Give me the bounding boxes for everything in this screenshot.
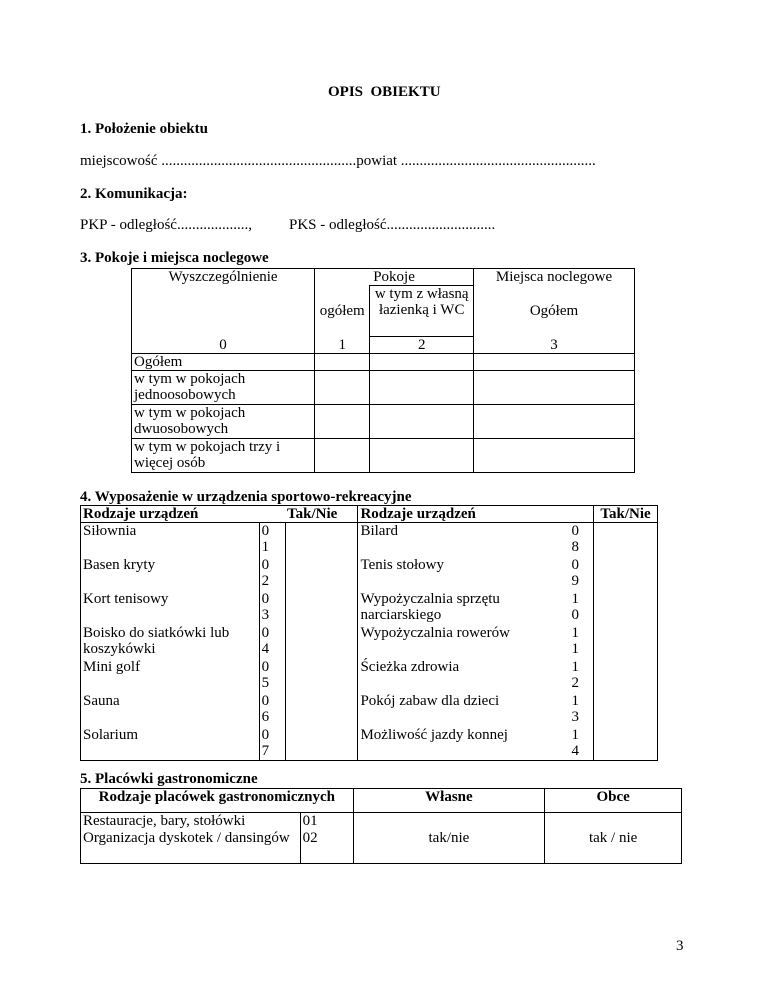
col-rodzaje-left: Rodzaje urządzeń	[81, 506, 286, 523]
equipment-name: Ścieżka zdrowia	[358, 659, 570, 693]
row-label: w tym w pokojach dwuosobowych	[132, 405, 315, 439]
section5-heading: 5. Placówki gastronomiczne	[80, 771, 258, 787]
equipment-name: Wypożyczalnia sprzętu narciarskiego	[358, 591, 570, 625]
header-ogolem2: Ogółem	[474, 286, 635, 337]
equipment-name: Bilard	[358, 523, 570, 557]
col-taknie-right: Tak/Nie	[593, 506, 657, 523]
col-rodzaje-placowek: Rodzaje placówek gastronomicznych	[81, 789, 354, 813]
taknie-cell[interactable]	[285, 523, 358, 557]
cell[interactable]	[315, 405, 370, 439]
equipment-name: Pokój zabaw dla dzieci	[358, 693, 570, 727]
taknie-cell[interactable]	[285, 591, 358, 625]
equipment-code: 0 3	[259, 591, 285, 625]
cell[interactable]	[370, 354, 474, 371]
taknie-cell[interactable]	[593, 625, 657, 659]
rooms-table	[131, 268, 635, 473]
cell-wlasne[interactable]	[353, 813, 545, 830]
header-wtym: w tym z własną łazienką i WC	[370, 286, 474, 337]
equipment-code: 1 1	[570, 625, 594, 659]
equipment-code: 1 2	[570, 659, 594, 693]
equipment-code: 0 5	[259, 659, 285, 693]
equipment-name: Basen kryty	[81, 557, 260, 591]
gastronomy-table	[80, 788, 682, 864]
equipment-table	[80, 505, 658, 761]
equipment-code: 0 9	[570, 557, 594, 591]
cell[interactable]	[474, 439, 635, 473]
equipment-name: Kort tenisowy	[81, 591, 260, 625]
taknie-cell[interactable]	[285, 693, 358, 727]
location-line: miejscowość ....................................................powiat ....................................................	[80, 153, 596, 169]
col-taknie-left: Tak/Nie	[285, 506, 358, 523]
cell[interactable]	[370, 439, 474, 473]
taknie-cell[interactable]	[593, 659, 657, 693]
taknie-cell[interactable]	[593, 693, 657, 727]
equipment-code: 0 4	[259, 625, 285, 659]
pks-distance: PKS - odległość.............................	[289, 217, 496, 233]
cell[interactable]	[474, 371, 635, 405]
equipment-name: Solarium	[81, 727, 260, 761]
row-code: 01	[300, 813, 353, 830]
equipment-name: Siłownia	[81, 523, 260, 557]
taknie-cell[interactable]	[593, 727, 657, 761]
col-rodzaje-right: Rodzaje urządzeń	[358, 506, 594, 523]
col-number-3: 3	[474, 337, 635, 354]
taknie-cell[interactable]	[593, 523, 657, 557]
col-wlasne: Własne	[353, 789, 545, 813]
section4-heading: 4. Wyposażenie w urządzenia sportowo-rekreacyjne	[80, 489, 412, 505]
section2-heading: 2. Komunikacja:	[80, 186, 188, 202]
equipment-name: Możliwość jazdy konnej	[358, 727, 570, 761]
header-miejsca: Miejsca noclegowe	[474, 269, 635, 286]
header-ogolem: ogółem	[315, 286, 370, 337]
equipment-code: 1 4	[570, 727, 594, 761]
cell[interactable]	[315, 371, 370, 405]
cell[interactable]	[474, 354, 635, 371]
equipment-name: Boisko do siatkówki lub koszykówki	[81, 625, 260, 659]
equipment-name: Wypożyczalnia rowerów	[358, 625, 570, 659]
col-number-0: 0	[132, 337, 315, 354]
cell-wlasne[interactable]: tak/nie	[353, 830, 545, 864]
equipment-code: 0 1	[259, 523, 285, 557]
pkp-distance: PKP - odległość...................,	[80, 217, 252, 233]
cell-obce[interactable]	[545, 813, 682, 830]
equipment-code: 0 7	[259, 727, 285, 761]
taknie-cell[interactable]	[593, 557, 657, 591]
equipment-code: 0 2	[259, 557, 285, 591]
section1-heading: 1. Położenie obiektu	[80, 121, 208, 137]
row-code: 02	[300, 830, 353, 864]
cell[interactable]	[370, 371, 474, 405]
row-label: w tym w pokojach trzy i więcej osób	[132, 439, 315, 473]
row-label: Organizacja dyskotek / dansingów	[81, 830, 301, 864]
cell-obce[interactable]: tak / nie	[545, 830, 682, 864]
taknie-cell[interactable]	[593, 591, 657, 625]
col-obce: Obce	[545, 789, 682, 813]
taknie-cell[interactable]	[285, 557, 358, 591]
equipment-code: 0 8	[570, 523, 594, 557]
row-label: Restauracje, bary, stołówki	[81, 813, 301, 830]
equipment-name: Tenis stołowy	[358, 557, 570, 591]
cell[interactable]	[474, 405, 635, 439]
cell[interactable]	[370, 405, 474, 439]
row-label: w tym w pokojach jednoosobowych	[132, 371, 315, 405]
taknie-cell[interactable]	[285, 659, 358, 693]
cell[interactable]	[315, 354, 370, 371]
equipment-code: 1 3	[570, 693, 594, 727]
taknie-cell[interactable]	[285, 625, 358, 659]
col-number-2: 2	[370, 337, 474, 354]
equipment-code: 1 0	[570, 591, 594, 625]
header-pokoje: Pokoje	[315, 269, 474, 286]
equipment-name: Mini golf	[81, 659, 260, 693]
equipment-code: 0 6	[259, 693, 285, 727]
page-title: OPIS OBIEKTU	[328, 84, 441, 100]
cell[interactable]	[315, 439, 370, 473]
taknie-cell[interactable]	[285, 727, 358, 761]
row-label: Ogółem	[132, 354, 315, 371]
section3-heading: 3. Pokoje i miejsca noclegowe	[80, 250, 269, 266]
col-number-1: 1	[315, 337, 370, 354]
equipment-name: Sauna	[81, 693, 260, 727]
header-wyszczegolnienie: Wyszczególnienie	[132, 269, 315, 337]
page-number: 3	[676, 938, 684, 954]
